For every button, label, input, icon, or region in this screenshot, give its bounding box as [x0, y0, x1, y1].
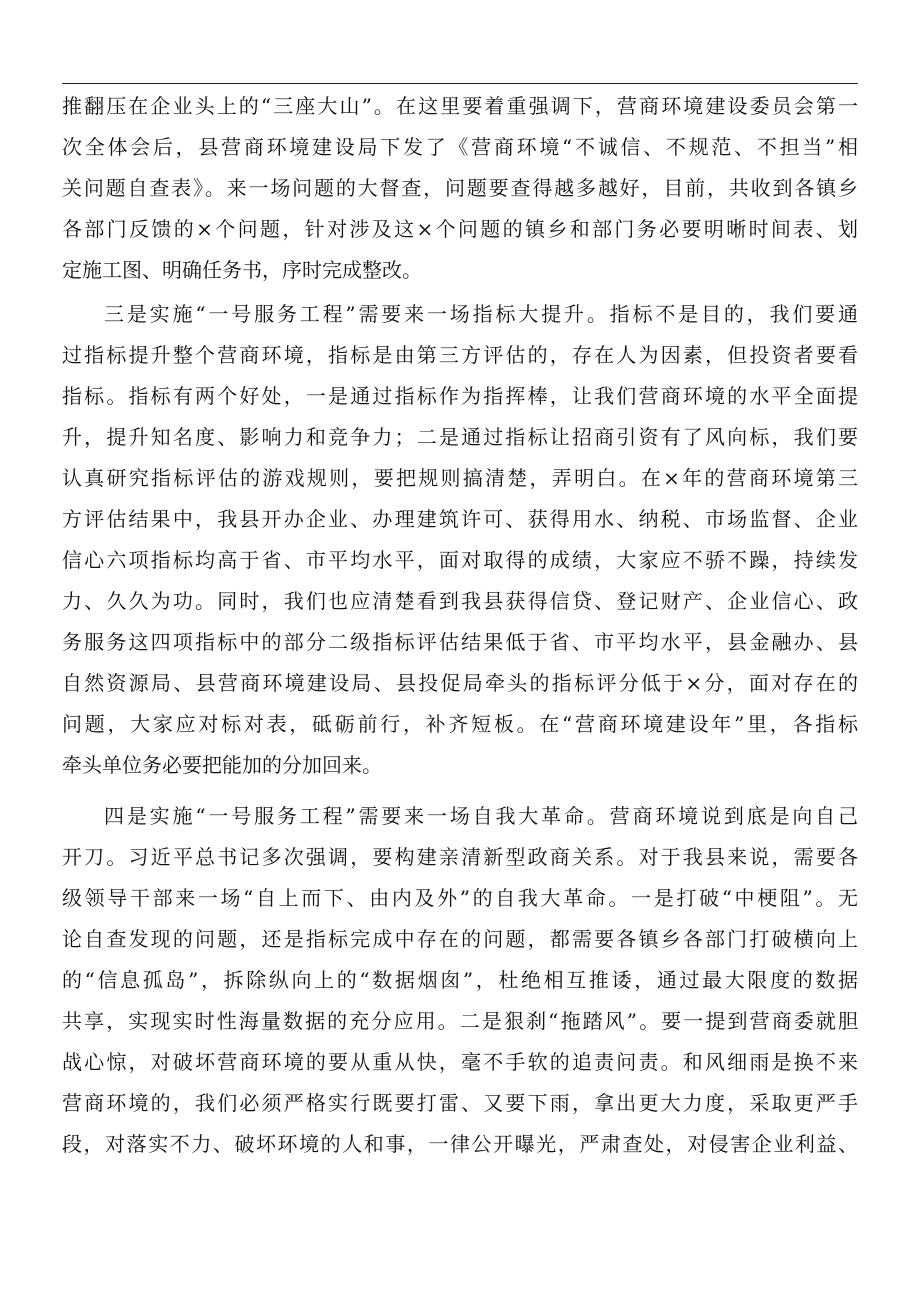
- paragraph-line: 次全体会后，县营商环境建设局下发了《营商环境“不诚信、不规范、不担当”相: [62, 135, 858, 159]
- paragraph-3: [62, 796, 858, 1165]
- paragraph-line: 各部门反馈的×个问题，针对涉及这×个问题的镇乡和部门务必要明晰时间表、划: [62, 217, 858, 241]
- paragraph-line: 关问题自查表》。来一场问题的大督查，问题要查得越多越好，目前，共收到各镇乡: [62, 176, 858, 200]
- header-rule: [62, 83, 858, 84]
- paragraph-line: 论自查发现的问题，还是指标完成中存在的问题，都需要各镇乡各部门打破横向上: [62, 927, 858, 951]
- paragraph-line: 共享，实现实时性海量数据的充分应用。二是狠刹“拖踏风”。要一提到营商委就胆: [62, 1009, 858, 1033]
- paragraph-line: 三是实施“一号服务工程”需要来一场指标大提升。指标不是目的，我们要通: [104, 302, 858, 326]
- paragraph-line: 务服务这四项指标中的部分二级指标评估结果低于省、市平均水平，县金融办、县: [62, 630, 858, 654]
- paragraph-1: [62, 86, 858, 291]
- paragraph-line: 升，提升知名度、影响力和竞争力；二是通过指标让招商引资有了风向标，我们要: [62, 425, 858, 449]
- paragraph-line: 自然资源局、县营商环境建设局、县投促局牵头的指标评分低于×分，面对存在的: [62, 671, 858, 695]
- paragraph-line: 信心六项指标均高于省、市平均水平，面对取得的成绩，大家应不骄不躁，持续发: [62, 548, 858, 572]
- paragraph-line: 营商环境的，我们必须严格实行既要打雷、又要下雨，拿出更大力度，采取更严手: [62, 1091, 858, 1115]
- paragraph-line: 的“信息孤岛”，拆除纵向上的“数据烟囱”，杜绝相互推诿，通过最大限度的数据: [62, 968, 858, 992]
- paragraph-line: 段，对落实不力、破坏环境的人和事，一律公开曝光，严肃查处，对侵害企业利益、: [62, 1132, 858, 1156]
- paragraph-line: 开刀。习近平总书记多次强调，要构建亲清新型政商关系。对于我县来说，需要各: [62, 845, 858, 869]
- paragraph-line: 推翻压在企业头上的“三座大山”。在这里要着重强调下，营商环境建设委员会第一: [62, 94, 858, 118]
- paragraph-line: 问题，大家应对标对表，砥砺前行，补齐短板。在“营商环境建设年”里，各指标: [62, 712, 858, 736]
- paragraph-line: 级领导干部来一场“自上而下、由内及外”的自我大革命。一是打破“中梗阻”。无: [62, 886, 858, 910]
- paragraph-line: 方评估结果中，我县开办企业、办理建筑许可、获得用水、纳税、市场监督、企业: [62, 507, 858, 531]
- paragraph-line: 牵头单位务必要把能加的分加回来。: [62, 753, 382, 777]
- paragraph-line: 定施工图、明确任务书，序时完成整改。: [62, 258, 422, 282]
- paragraph-line: 力、久久为功。同时，我们也应清楚看到我县获得信贷、登记财产、企业信心、政: [62, 589, 858, 613]
- paragraph-line: 过指标提升整个营商环境，指标是由第三方评估的，存在人为因素，但投资者要看: [62, 343, 858, 367]
- paragraph-line: 四是实施“一号服务工程”需要来一场自我大革命。营商环境说到底是向自己: [104, 804, 858, 828]
- paragraph-line: 战心惊，对破坏营商环境的要从重从快，毫不手软的追责问责。和风细雨是换不来: [62, 1050, 858, 1074]
- paragraph-2: [62, 294, 858, 786]
- paragraph-line: 认真研究指标评估的游戏规则，要把规则搞清楚，弄明白。在×年的营商环境第三: [62, 466, 858, 490]
- paragraph-line: 指标。指标有两个好处，一是通过指标作为指挥棒，让我们营商环境的水平全面提: [62, 384, 858, 408]
